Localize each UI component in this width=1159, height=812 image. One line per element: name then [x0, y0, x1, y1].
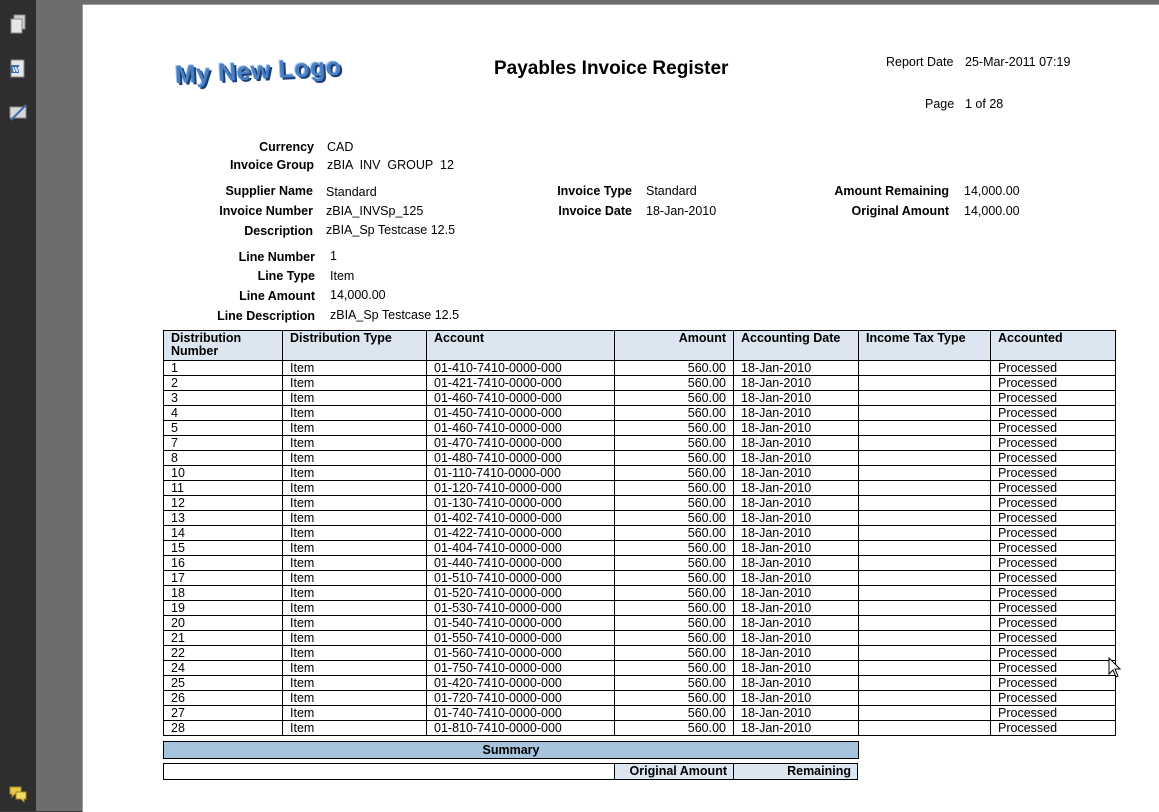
supplier-name-value: Standard: [326, 185, 377, 199]
table-cell: 01-460-7410-0000-000: [427, 421, 615, 436]
table-row: [164, 466, 1116, 481]
column-header: Income Tax Type: [859, 331, 991, 361]
table-cell: Item: [283, 691, 427, 706]
table-cell: 01-110-7410-0000-000: [427, 466, 615, 481]
line-description-value: zBIA_Sp Testcase 12.5: [330, 308, 460, 322]
table-row: [164, 571, 1116, 586]
table-body: [164, 361, 1116, 736]
table-cell: 560.00: [615, 376, 734, 391]
table-cell: 01-421-7410-0000-000: [427, 376, 615, 391]
amount-remaining-value: 14,000.00: [964, 184, 1020, 198]
table-cell: 560.00: [615, 586, 734, 601]
table-cell: 01-420-7410-0000-000: [427, 676, 615, 691]
table-cell: [859, 496, 991, 511]
column-header: Accounting Date: [734, 331, 859, 361]
table-row: [164, 526, 1116, 541]
table-row: [164, 646, 1116, 661]
table-cell: Item: [283, 376, 427, 391]
table-cell: 10: [164, 466, 283, 481]
table-row: [164, 376, 1116, 391]
supplier-name-label: Supplier Name: [225, 184, 313, 198]
table-cell: [859, 556, 991, 571]
table-cell: Item: [283, 601, 427, 616]
table-cell: [859, 466, 991, 481]
table-cell: Processed: [991, 541, 1116, 556]
table-cell: 01-470-7410-0000-000: [427, 436, 615, 451]
table-cell: Processed: [991, 586, 1116, 601]
table-cell: 4: [164, 406, 283, 421]
table-cell: 18-Jan-2010: [734, 631, 859, 646]
table-row: [164, 436, 1116, 451]
table-cell: Processed: [991, 481, 1116, 496]
table-cell: 27: [164, 706, 283, 721]
table-cell: Processed: [991, 556, 1116, 571]
line-number-label: Line Number: [238, 250, 315, 264]
summary-header: Summary: [163, 741, 859, 759]
pages-icon[interactable]: [8, 14, 28, 36]
table-cell: 18-Jan-2010: [734, 361, 859, 376]
original-amount-label: Original Amount: [851, 204, 949, 218]
invoice-group-label: Invoice Group: [229, 158, 314, 172]
table-cell: 18-Jan-2010: [734, 466, 859, 481]
table-cell: 18-Jan-2010: [734, 706, 859, 721]
line-amount-value: 14,000.00: [330, 288, 386, 302]
report-page: [82, 4, 1159, 812]
invoice-date-value: 18-Jan-2010: [646, 204, 717, 218]
table-cell: 17: [164, 571, 283, 586]
table-row: [164, 601, 1116, 616]
table-row: [164, 706, 1116, 721]
table-cell: Processed: [991, 391, 1116, 406]
table-row: [164, 361, 1116, 376]
table-cell: Processed: [991, 721, 1116, 736]
table-cell: Processed: [991, 376, 1116, 391]
table-cell: 01-540-7410-0000-000: [427, 616, 615, 631]
table-cell: 18-Jan-2010: [734, 691, 859, 706]
table-cell: 560.00: [615, 571, 734, 586]
table-cell: 18-Jan-2010: [734, 481, 859, 496]
table-cell: [859, 481, 991, 496]
table-cell: 01-120-7410-0000-000: [427, 481, 615, 496]
table-cell: Processed: [991, 511, 1116, 526]
table-cell: 18-Jan-2010: [734, 526, 859, 541]
table-cell: Item: [283, 661, 427, 676]
description-value: zBIA_Sp Testcase 12.5: [326, 223, 456, 237]
table-row: [164, 451, 1116, 466]
table-row: [164, 496, 1116, 511]
table-cell: 18-Jan-2010: [734, 571, 859, 586]
table-cell: 560.00: [615, 526, 734, 541]
table-cell: Processed: [991, 466, 1116, 481]
table-cell: 01-550-7410-0000-000: [427, 631, 615, 646]
table-cell: 01-740-7410-0000-000: [427, 706, 615, 721]
table-cell: [859, 646, 991, 661]
table-cell: 560.00: [615, 721, 734, 736]
table-cell: 560.00: [615, 361, 734, 376]
table-cell: Processed: [991, 436, 1116, 451]
table-row: [164, 391, 1116, 406]
table-cell: 18-Jan-2010: [734, 646, 859, 661]
table-row: [164, 406, 1116, 421]
table-cell: 560.00: [615, 406, 734, 421]
currency-value: CAD: [327, 140, 354, 154]
table-cell: 560.00: [615, 601, 734, 616]
table-cell: 3: [164, 391, 283, 406]
table-cell: 28: [164, 721, 283, 736]
column-header: Distribution Number: [164, 331, 283, 361]
table-cell: 18-Jan-2010: [734, 541, 859, 556]
table-cell: 18-Jan-2010: [734, 556, 859, 571]
navigation-sidebar: [0, 0, 36, 811]
table-cell: [859, 706, 991, 721]
table-cell: 560.00: [615, 631, 734, 646]
table-cell: Item: [283, 361, 427, 376]
table-cell: Processed: [991, 616, 1116, 631]
table-cell: Processed: [991, 451, 1116, 466]
table-cell: 560.00: [615, 481, 734, 496]
table-cell: Item: [283, 556, 427, 571]
table-cell: [859, 361, 991, 376]
report-date-label: Report Date: [886, 55, 954, 69]
table-cell: 01-520-7410-0000-000: [427, 586, 615, 601]
table-cell: 01-480-7410-0000-000: [427, 451, 615, 466]
table-cell: Item: [283, 511, 427, 526]
table-cell: Processed: [991, 661, 1116, 676]
table-row: [164, 541, 1116, 556]
amount-remaining-label: Amount Remaining: [834, 184, 949, 198]
table-cell: Processed: [991, 526, 1116, 541]
table-cell: 01-450-7410-0000-000: [427, 406, 615, 421]
column-header: Amount: [615, 331, 734, 361]
table-cell: [859, 616, 991, 631]
table-cell: Item: [283, 706, 427, 721]
table-cell: 01-422-7410-0000-000: [427, 526, 615, 541]
table-cell: Processed: [991, 601, 1116, 616]
invoice-type-value: Standard: [646, 184, 697, 198]
table-row: [164, 586, 1116, 601]
table-cell: 21: [164, 631, 283, 646]
table-cell: 18-Jan-2010: [734, 406, 859, 421]
table-cell: 01-750-7410-0000-000: [427, 661, 615, 676]
table-cell: 01-130-7410-0000-000: [427, 496, 615, 511]
table-row: [164, 556, 1116, 571]
currency-label: Currency: [259, 140, 314, 154]
column-header: Account: [427, 331, 615, 361]
table-cell: Item: [283, 466, 427, 481]
table-cell: [859, 421, 991, 436]
table-cell: 2: [164, 376, 283, 391]
table-cell: [859, 676, 991, 691]
table-cell: Item: [283, 526, 427, 541]
table-cell: [859, 661, 991, 676]
table-cell: 18-Jan-2010: [734, 451, 859, 466]
comments-icon[interactable]: [8, 784, 28, 806]
table-cell: 560.00: [615, 496, 734, 511]
table-cell: 01-810-7410-0000-000: [427, 721, 615, 736]
table-cell: 18-Jan-2010: [734, 496, 859, 511]
table-cell: Item: [283, 676, 427, 691]
table-cell: [859, 511, 991, 526]
table-cell: 01-510-7410-0000-000: [427, 571, 615, 586]
table-row: [164, 661, 1116, 676]
svg-text:W: W: [12, 67, 20, 74]
table-cell: 560.00: [615, 421, 734, 436]
table-row: [164, 721, 1116, 736]
table-cell: 01-460-7410-0000-000: [427, 391, 615, 406]
page-label: Page: [925, 97, 955, 111]
table-cell: 13: [164, 511, 283, 526]
invoice-date-label: Invoice Date: [558, 204, 632, 218]
table-row: [164, 421, 1116, 436]
table-cell: 19: [164, 601, 283, 616]
table-cell: [859, 586, 991, 601]
document-viewport: [36, 0, 1159, 811]
table-cell: [859, 541, 991, 556]
table-cell: Item: [283, 631, 427, 646]
table-row: [164, 481, 1116, 496]
table-cell: Processed: [991, 691, 1116, 706]
table-cell: 560.00: [615, 511, 734, 526]
table-cell: 26: [164, 691, 283, 706]
table-cell: [859, 451, 991, 466]
table-cell: 01-560-7410-0000-000: [427, 646, 615, 661]
table-cell: Item: [283, 541, 427, 556]
summary-remaining-header: Remaining: [733, 764, 857, 779]
table-cell: 22: [164, 646, 283, 661]
invoice-number-label: Invoice Number: [219, 204, 313, 218]
table-cell: Processed: [991, 706, 1116, 721]
table-cell: 18-Jan-2010: [734, 586, 859, 601]
table-cell: 01-402-7410-0000-000: [427, 511, 615, 526]
table-cell: [859, 376, 991, 391]
table-cell: 560.00: [615, 451, 734, 466]
table-cell: 18-Jan-2010: [734, 436, 859, 451]
table-row: [164, 616, 1116, 631]
table-cell: 14: [164, 526, 283, 541]
table-cell: 560.00: [615, 676, 734, 691]
table-cell: 18-Jan-2010: [734, 616, 859, 631]
table-cell: 18-Jan-2010: [734, 676, 859, 691]
table-cell: [859, 391, 991, 406]
table-cell: 1: [164, 361, 283, 376]
table-cell: 01-404-7410-0000-000: [427, 541, 615, 556]
summary-blank-cell: [164, 764, 614, 779]
table-cell: 01-720-7410-0000-000: [427, 691, 615, 706]
table-cell: 18-Jan-2010: [734, 421, 859, 436]
table-cell: 24: [164, 661, 283, 676]
table-cell: 18-Jan-2010: [734, 511, 859, 526]
column-header: Distribution Type: [283, 331, 427, 361]
attachments-icon[interactable]: [8, 58, 28, 80]
table-cell: Item: [283, 586, 427, 601]
table-cell: [859, 571, 991, 586]
column-header: Accounted: [991, 331, 1116, 361]
table-cell: 7: [164, 436, 283, 451]
line-type-label: Line Type: [257, 269, 315, 283]
table-cell: Processed: [991, 631, 1116, 646]
table-cell: Processed: [991, 571, 1116, 586]
report-title: Payables Invoice Register: [494, 58, 729, 79]
table-cell: 18-Jan-2010: [734, 601, 859, 616]
table-cell: Item: [283, 616, 427, 631]
table-cell: Processed: [991, 496, 1116, 511]
table-cell: Item: [283, 451, 427, 466]
table-cell: Item: [283, 646, 427, 661]
table-cell: Item: [283, 496, 427, 511]
table-cell: Item: [283, 406, 427, 421]
table-cell: 18-Jan-2010: [734, 391, 859, 406]
table-cell: 18-Jan-2010: [734, 661, 859, 676]
table-cell: Item: [283, 436, 427, 451]
table-row: [164, 691, 1116, 706]
invoice-type-label: Invoice Type: [557, 184, 632, 198]
table-cell: 01-440-7410-0000-000: [427, 556, 615, 571]
description-label: Description: [244, 224, 313, 238]
table-cell: 8: [164, 451, 283, 466]
invoice-group-value: zBIA INV GROUP 12: [327, 158, 454, 172]
report-date-value: 25-Mar-2011 07:19: [965, 55, 1071, 69]
table-cell: 01-410-7410-0000-000: [427, 361, 615, 376]
line-number-value: 1: [330, 249, 337, 263]
table-cell: Item: [283, 721, 427, 736]
table-cell: 560.00: [615, 691, 734, 706]
table-cell: [859, 406, 991, 421]
table-cell: 25: [164, 676, 283, 691]
mouse-cursor-icon: [1108, 657, 1122, 684]
line-amount-label: Line Amount: [239, 289, 315, 303]
table-cell: Processed: [991, 406, 1116, 421]
table-cell: Processed: [991, 421, 1116, 436]
table-cell: 16: [164, 556, 283, 571]
table-cell: 560.00: [615, 391, 734, 406]
table-cell: [859, 691, 991, 706]
table-cell: 560.00: [615, 646, 734, 661]
table-cell: 560.00: [615, 661, 734, 676]
original-amount-value: 14,000.00: [964, 204, 1020, 218]
company-logo: My New Logo: [174, 52, 343, 90]
table-row: [164, 676, 1116, 691]
table-cell: 18-Jan-2010: [734, 721, 859, 736]
table-cell: 560.00: [615, 541, 734, 556]
table-cell: 20: [164, 616, 283, 631]
table-cell: 18-Jan-2010: [734, 376, 859, 391]
table-cell: 18: [164, 586, 283, 601]
table-cell: Processed: [991, 361, 1116, 376]
summary-row: [163, 763, 858, 780]
table-row: [164, 511, 1116, 526]
table-cell: Processed: [991, 646, 1116, 661]
table-cell: 560.00: [615, 616, 734, 631]
distribution-table: [163, 330, 1116, 736]
table-cell: Processed: [991, 676, 1116, 691]
table-cell: 560.00: [615, 466, 734, 481]
table-row: [164, 631, 1116, 646]
summary-original-amount-header: Original Amount: [614, 764, 733, 779]
table-cell: Item: [283, 481, 427, 496]
table-cell: 5: [164, 421, 283, 436]
table-cell: Item: [283, 421, 427, 436]
table-cell: Item: [283, 391, 427, 406]
table-cell: 15: [164, 541, 283, 556]
table-cell: 11: [164, 481, 283, 496]
table-cell: 12: [164, 496, 283, 511]
table-cell: [859, 526, 991, 541]
table-cell: 560.00: [615, 556, 734, 571]
table-cell: 560.00: [615, 706, 734, 721]
table-cell: Item: [283, 571, 427, 586]
line-type-value: Item: [330, 269, 355, 283]
table-cell: 01-530-7410-0000-000: [427, 601, 615, 616]
invoice-number-value: zBIA_INVSp_125: [326, 204, 424, 218]
page-number: 1 of 28: [965, 97, 1004, 111]
table-cell: 560.00: [615, 436, 734, 451]
table-cell: [859, 631, 991, 646]
table-cell: [859, 436, 991, 451]
table-cell: [859, 721, 991, 736]
line-description-label: Line Description: [217, 309, 315, 323]
signatures-icon[interactable]: [8, 102, 28, 124]
table-cell: [859, 601, 991, 616]
table-header-row: [164, 331, 1116, 361]
